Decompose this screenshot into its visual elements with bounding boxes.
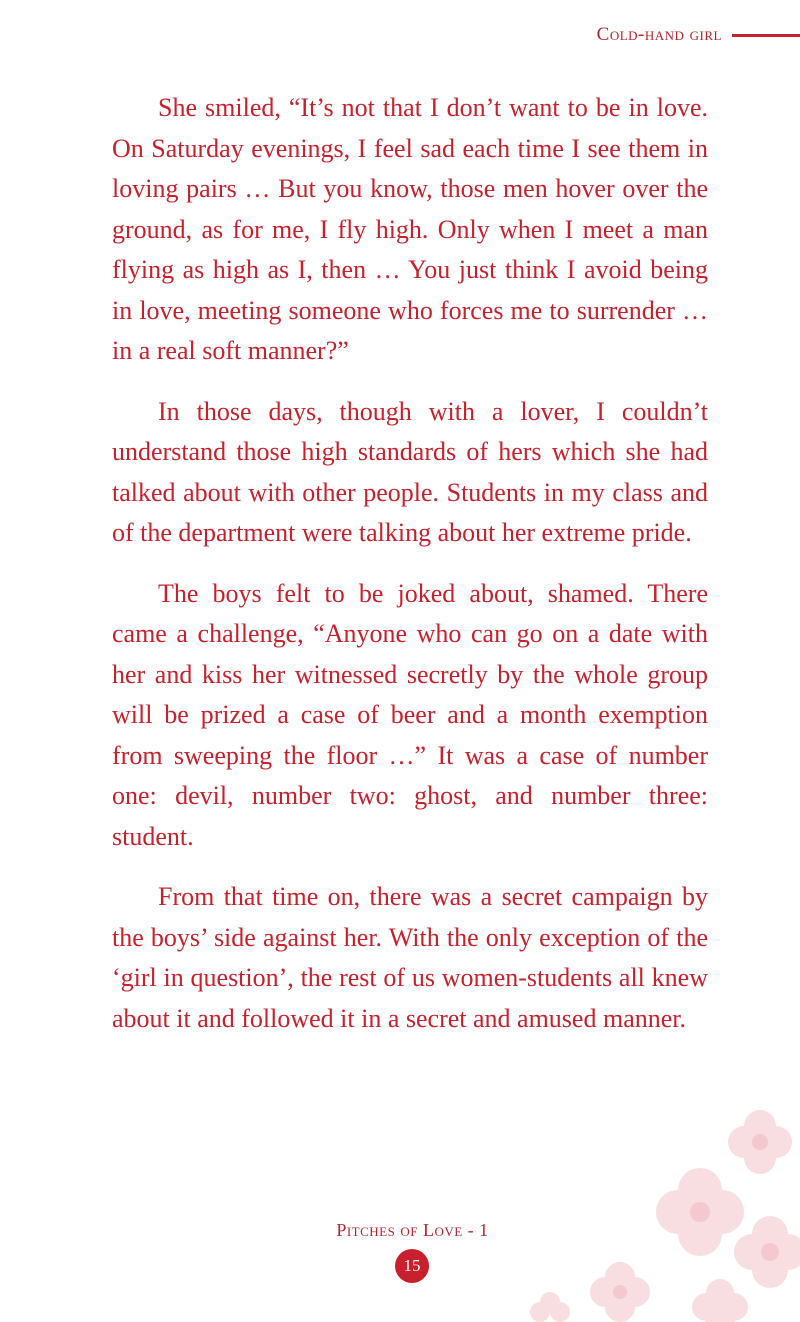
book-title: Pitches of Love - 1 bbox=[336, 1220, 489, 1240]
page-footer bbox=[0, 1220, 800, 1283]
paragraph-1: She smiled, “It’s not that I don’t want to be in love. On Saturday evenings, I feel sad each time I see them in loving pairs … But you know, those men hover over the ground, as for me, I fly high. Only when I meet a man flying as high as I, then … You just think I avoid being in love, meeting someone who forces me to surrender … in a real soft manner?” bbox=[112, 93, 708, 365]
paragraph-3: The boys felt to be joked about, shamed. There came a challenge, “Anyone who can go on a date with her and kiss her witnessed secretly by the whole group will be prized a case of beer and a month exemption from sweeping the floor …” It was a case of number one: devil, number two: ghost, and number three: student. bbox=[112, 578, 708, 851]
running-title: Cold-hand girl bbox=[596, 24, 722, 45]
page-number-badge: 15 bbox=[395, 1249, 429, 1283]
body-text bbox=[112, 88, 708, 1059]
flower-decoration bbox=[470, 1102, 800, 1322]
paragraph-2: In those days, though with a lover, I couldn’t understand those high standards of hers which she had talked about with other people. Students in my class and of the department were talking about her extreme pride. bbox=[112, 396, 708, 547]
header-rule bbox=[732, 34, 800, 37]
running-head bbox=[597, 22, 800, 48]
paragraph-4: From that time on, there was a secret campaign by the boys’ side against her. With the only exception of the ‘girl in question’, the rest of us women-students all knew about it and followed it in a secret and amused manner. bbox=[112, 882, 708, 1033]
